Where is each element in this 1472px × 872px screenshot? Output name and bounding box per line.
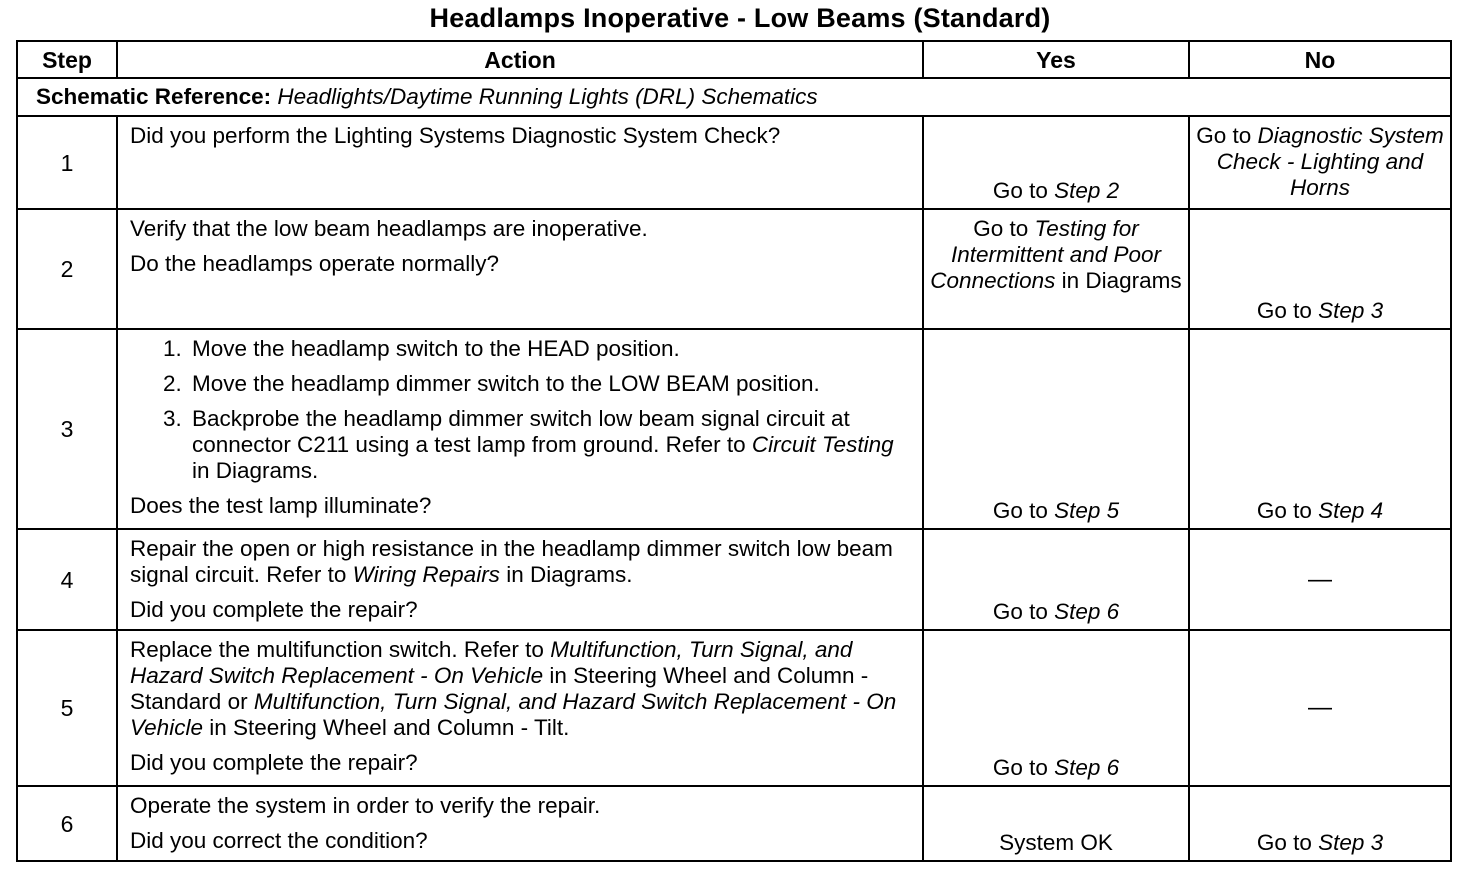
schematic-label: Schematic Reference:: [36, 84, 272, 109]
action-question: Did you complete the repair?: [130, 750, 418, 775]
yes-suffix: in Diagrams: [1055, 268, 1182, 293]
no-cell: [1189, 329, 1451, 529]
action-cell: [117, 529, 923, 630]
action-question: Does the test lamp illuminate?: [130, 493, 432, 518]
action-cell: [117, 786, 923, 861]
yes-link[interactable]: Step 2: [1054, 178, 1120, 203]
multifunction-tilt-link[interactable]: Multifunction, Turn Signal, and Hazard Switch Replacement - On Vehicle: [130, 689, 897, 740]
yes-link[interactable]: Step 6: [1054, 755, 1120, 780]
yes-prefix: Go to: [992, 599, 1055, 624]
header-no: No: [1189, 41, 1451, 78]
action-text-mid: in Steering Wheel and Column - Standard or: [130, 663, 869, 714]
yes-cell: [923, 329, 1189, 529]
yes-link[interactable]: Step 5: [1054, 498, 1120, 523]
action-question: Do the headlamps operate normally?: [130, 251, 499, 276]
procedure-list: [130, 336, 912, 484]
yes-cell: System OK: [923, 786, 1189, 861]
action-text: [130, 536, 912, 588]
step-number: 5: [17, 630, 117, 786]
no-cell: [1189, 209, 1451, 329]
list-item: 1. Move the headlamp switch to the HEAD position.: [188, 336, 912, 362]
yes-prefix: Go to: [992, 755, 1055, 780]
no-cell: [1189, 116, 1451, 209]
page-title: Headlamps Inoperative - Low Beams (Standard): [429, 3, 1051, 33]
no-link[interactable]: Step 4: [1318, 498, 1384, 523]
step-number: 3: [17, 329, 117, 529]
yes-cell: [923, 529, 1189, 630]
header-yes: Yes: [923, 41, 1189, 78]
table-row: [17, 209, 1451, 329]
yes-prefix: Go to: [973, 216, 1035, 241]
action-text: Operate the system in order to verify the repair.: [130, 793, 601, 818]
yes-prefix: Go to: [992, 498, 1055, 523]
circuit-testing-link[interactable]: Circuit Testing: [751, 432, 894, 457]
yes-prefix: Go to: [992, 178, 1055, 203]
no-cell: [1189, 630, 1451, 786]
list-item-suffix: in Diagrams.: [192, 458, 319, 483]
list-item-text: Backprobe the headlamp dimmer switch low beam signal circuit at connector C211 using a test lamp from ground. Refer to: [192, 406, 850, 457]
action-question: Did you perform the Lighting Systems Diagnostic System Check?: [130, 123, 781, 148]
header-step: Step: [17, 41, 117, 78]
table-row: [17, 529, 1451, 630]
list-item: [188, 406, 912, 484]
action-question: Did you complete the repair?: [130, 597, 418, 622]
yes-cell: [923, 116, 1189, 209]
action-suffix: in Steering Wheel and Column - Tilt.: [202, 715, 570, 740]
action-cell: [117, 329, 923, 529]
step-number: 2: [17, 209, 117, 329]
step-number: 1: [17, 116, 117, 209]
action-question: Did you correct the condition?: [130, 828, 428, 853]
yes-cell: [923, 630, 1189, 786]
action-suffix: in Diagrams.: [499, 562, 633, 587]
step-number: 6: [17, 786, 117, 861]
no-prefix: Go to: [1196, 123, 1258, 148]
no-link[interactable]: Step 3: [1318, 298, 1384, 323]
schematic-link[interactable]: Headlights/Daytime Running Lights (DRL) Schematics: [277, 84, 818, 109]
table-row: [17, 630, 1451, 786]
schematic-row: [17, 78, 1451, 116]
multifunction-standard-link[interactable]: Multifunction, Turn Signal, and Hazard Switch Replacement - On Vehicle: [130, 637, 853, 688]
no-link[interactable]: Diagnostic System Check - Lighting and Horns: [1216, 123, 1444, 200]
yes-cell: [923, 209, 1189, 329]
table-row: [17, 116, 1451, 209]
action-cell: [117, 209, 923, 329]
no-cell: [1189, 529, 1451, 630]
action-cell: [117, 630, 923, 786]
action-text: Verify that the low beam headlamps are inoperative.: [130, 216, 648, 241]
no-dash: —: [1308, 694, 1332, 721]
no-prefix: Go to: [1256, 498, 1319, 523]
no-prefix: Go to: [1256, 830, 1319, 855]
no-cell: [1189, 786, 1451, 861]
step-number: 4: [17, 529, 117, 630]
schematic-reference: [17, 78, 1451, 116]
action-cell: [117, 116, 923, 209]
no-dash: —: [1308, 565, 1332, 593]
action-text: [130, 637, 912, 741]
list-item: 2. Move the headlamp dimmer switch to the LOW BEAM position.: [188, 371, 912, 397]
no-prefix: Go to: [1256, 298, 1319, 323]
table-row: [17, 786, 1451, 861]
table-row: [17, 329, 1451, 529]
header-action: Action: [117, 41, 923, 78]
wiring-repairs-link[interactable]: Wiring Repairs: [352, 562, 500, 587]
yes-link[interactable]: Testing for Intermittent and Poor Connections: [930, 216, 1162, 293]
yes-link[interactable]: Step 6: [1054, 599, 1120, 624]
header-row: [17, 41, 1451, 78]
action-text-part: Repair the open or high resistance in the headlamp dimmer switch low beam signal circuit. Refer to: [130, 536, 893, 587]
no-link[interactable]: Step 3: [1318, 830, 1384, 855]
diagnostic-table: [16, 40, 1452, 862]
action-text-part: Replace the multifunction switch. Refer to: [130, 637, 551, 662]
